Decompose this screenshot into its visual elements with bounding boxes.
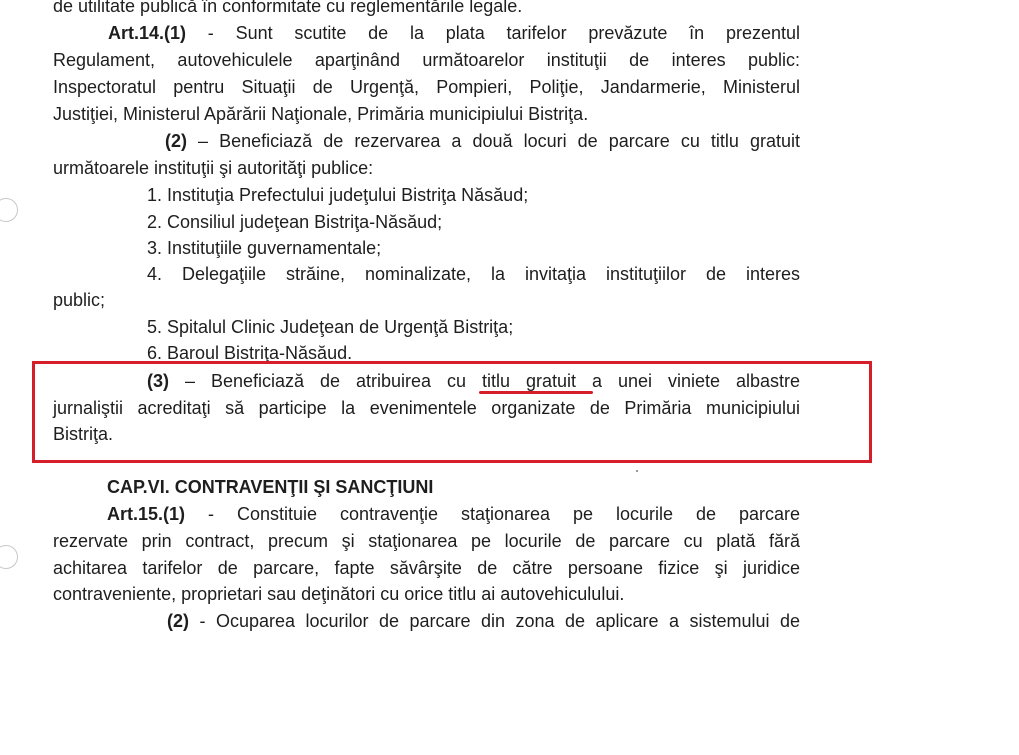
- binder-hole-bottom: [0, 545, 18, 569]
- list-item: 6. Baroul Bistriţa-Năsăud.: [147, 343, 353, 363]
- text-line: jurnaliştii acreditaţi să participe la evenimentele organizate de Primăria municipiului: [53, 398, 800, 418]
- list-item: 5. Spitalul Clinic Judeţean de Urgenţă Bistriţa;: [147, 317, 514, 337]
- text-line: Bistriţa.: [53, 424, 114, 444]
- highlight-box: [32, 361, 872, 463]
- paragraph-2-label: (2): [167, 611, 189, 631]
- list-item: 1. Instituţia Prefectului judeţului Bistriţa Năsăud;: [147, 185, 529, 205]
- text-line: următoarele instituţii şi autorităţi publice:: [53, 158, 374, 178]
- binder-hole-top: [0, 198, 18, 222]
- underline-mark: [479, 391, 593, 394]
- text-line: Regulament, autovehiculele aparţinând următoarelor instituţii de interes public:: [53, 50, 800, 70]
- paragraph-2-line: (2) - Ocuparea locurilor de parcare din zona de aplicare a sistemului de: [167, 611, 800, 631]
- article-14-heading-line: Art.14.(1) - Sunt scutite de la plata tarifelor prevăzute în prezentul: [108, 23, 800, 43]
- text-line: rezervate prin contract, precum şi staţionarea pe locurile de parcare cu plată fără: [53, 531, 800, 551]
- article-15-label: Art.15.(1): [107, 504, 186, 524]
- paragraph-2-label: (2): [165, 131, 187, 151]
- list-item: 3. Instituţiile guvernamentale;: [147, 238, 382, 258]
- list-item: 2. Consiliul judeţean Bistriţa-Năsăud;: [147, 212, 443, 232]
- article-15-heading-line: Art.15.(1) - Constituie contravenţie staţionarea pe locurile de parcare: [107, 504, 800, 524]
- paragraph-3-label: (3): [147, 371, 169, 391]
- scan-speck: [636, 470, 638, 472]
- text-line: contraveniente, proprietari sau deţinători cu orice titlu ai autovehiculului.: [53, 584, 625, 604]
- text-line: achitarea tarifelor de parcare, fapte săvârşite de către persoane fizice şi juridice: [53, 558, 800, 578]
- paragraph-3-line: (3) – Beneficiază de atribuirea cu titlu gratuit a unei viniete albastre: [147, 371, 800, 391]
- text-line: Inspectoratul pentru Situaţii de Urgenţă, Pompieri, Poliţie, Jandarmerie, Ministerul: [53, 77, 800, 97]
- chapter-heading: CAP.VI. CONTRAVENŢII ŞI SANCŢIUNI: [107, 477, 434, 497]
- text-line: Justiţiei, Ministerul Apărării Naţionale, Primăria municipiului Bistriţa.: [53, 104, 589, 124]
- text-line: de utilitate publică în conformitate cu reglementările legale.: [53, 0, 523, 16]
- article-14-label: Art.14.(1): [108, 23, 187, 43]
- text-line: public;: [53, 290, 106, 310]
- list-item: 4. Delegaţiile străine, nominalizate, la invitaţia instituţiilor de interes: [147, 264, 800, 284]
- paragraph-2-line: (2) – Beneficiază de rezervarea a două locuri de parcare cu titlu gratuit: [165, 131, 800, 151]
